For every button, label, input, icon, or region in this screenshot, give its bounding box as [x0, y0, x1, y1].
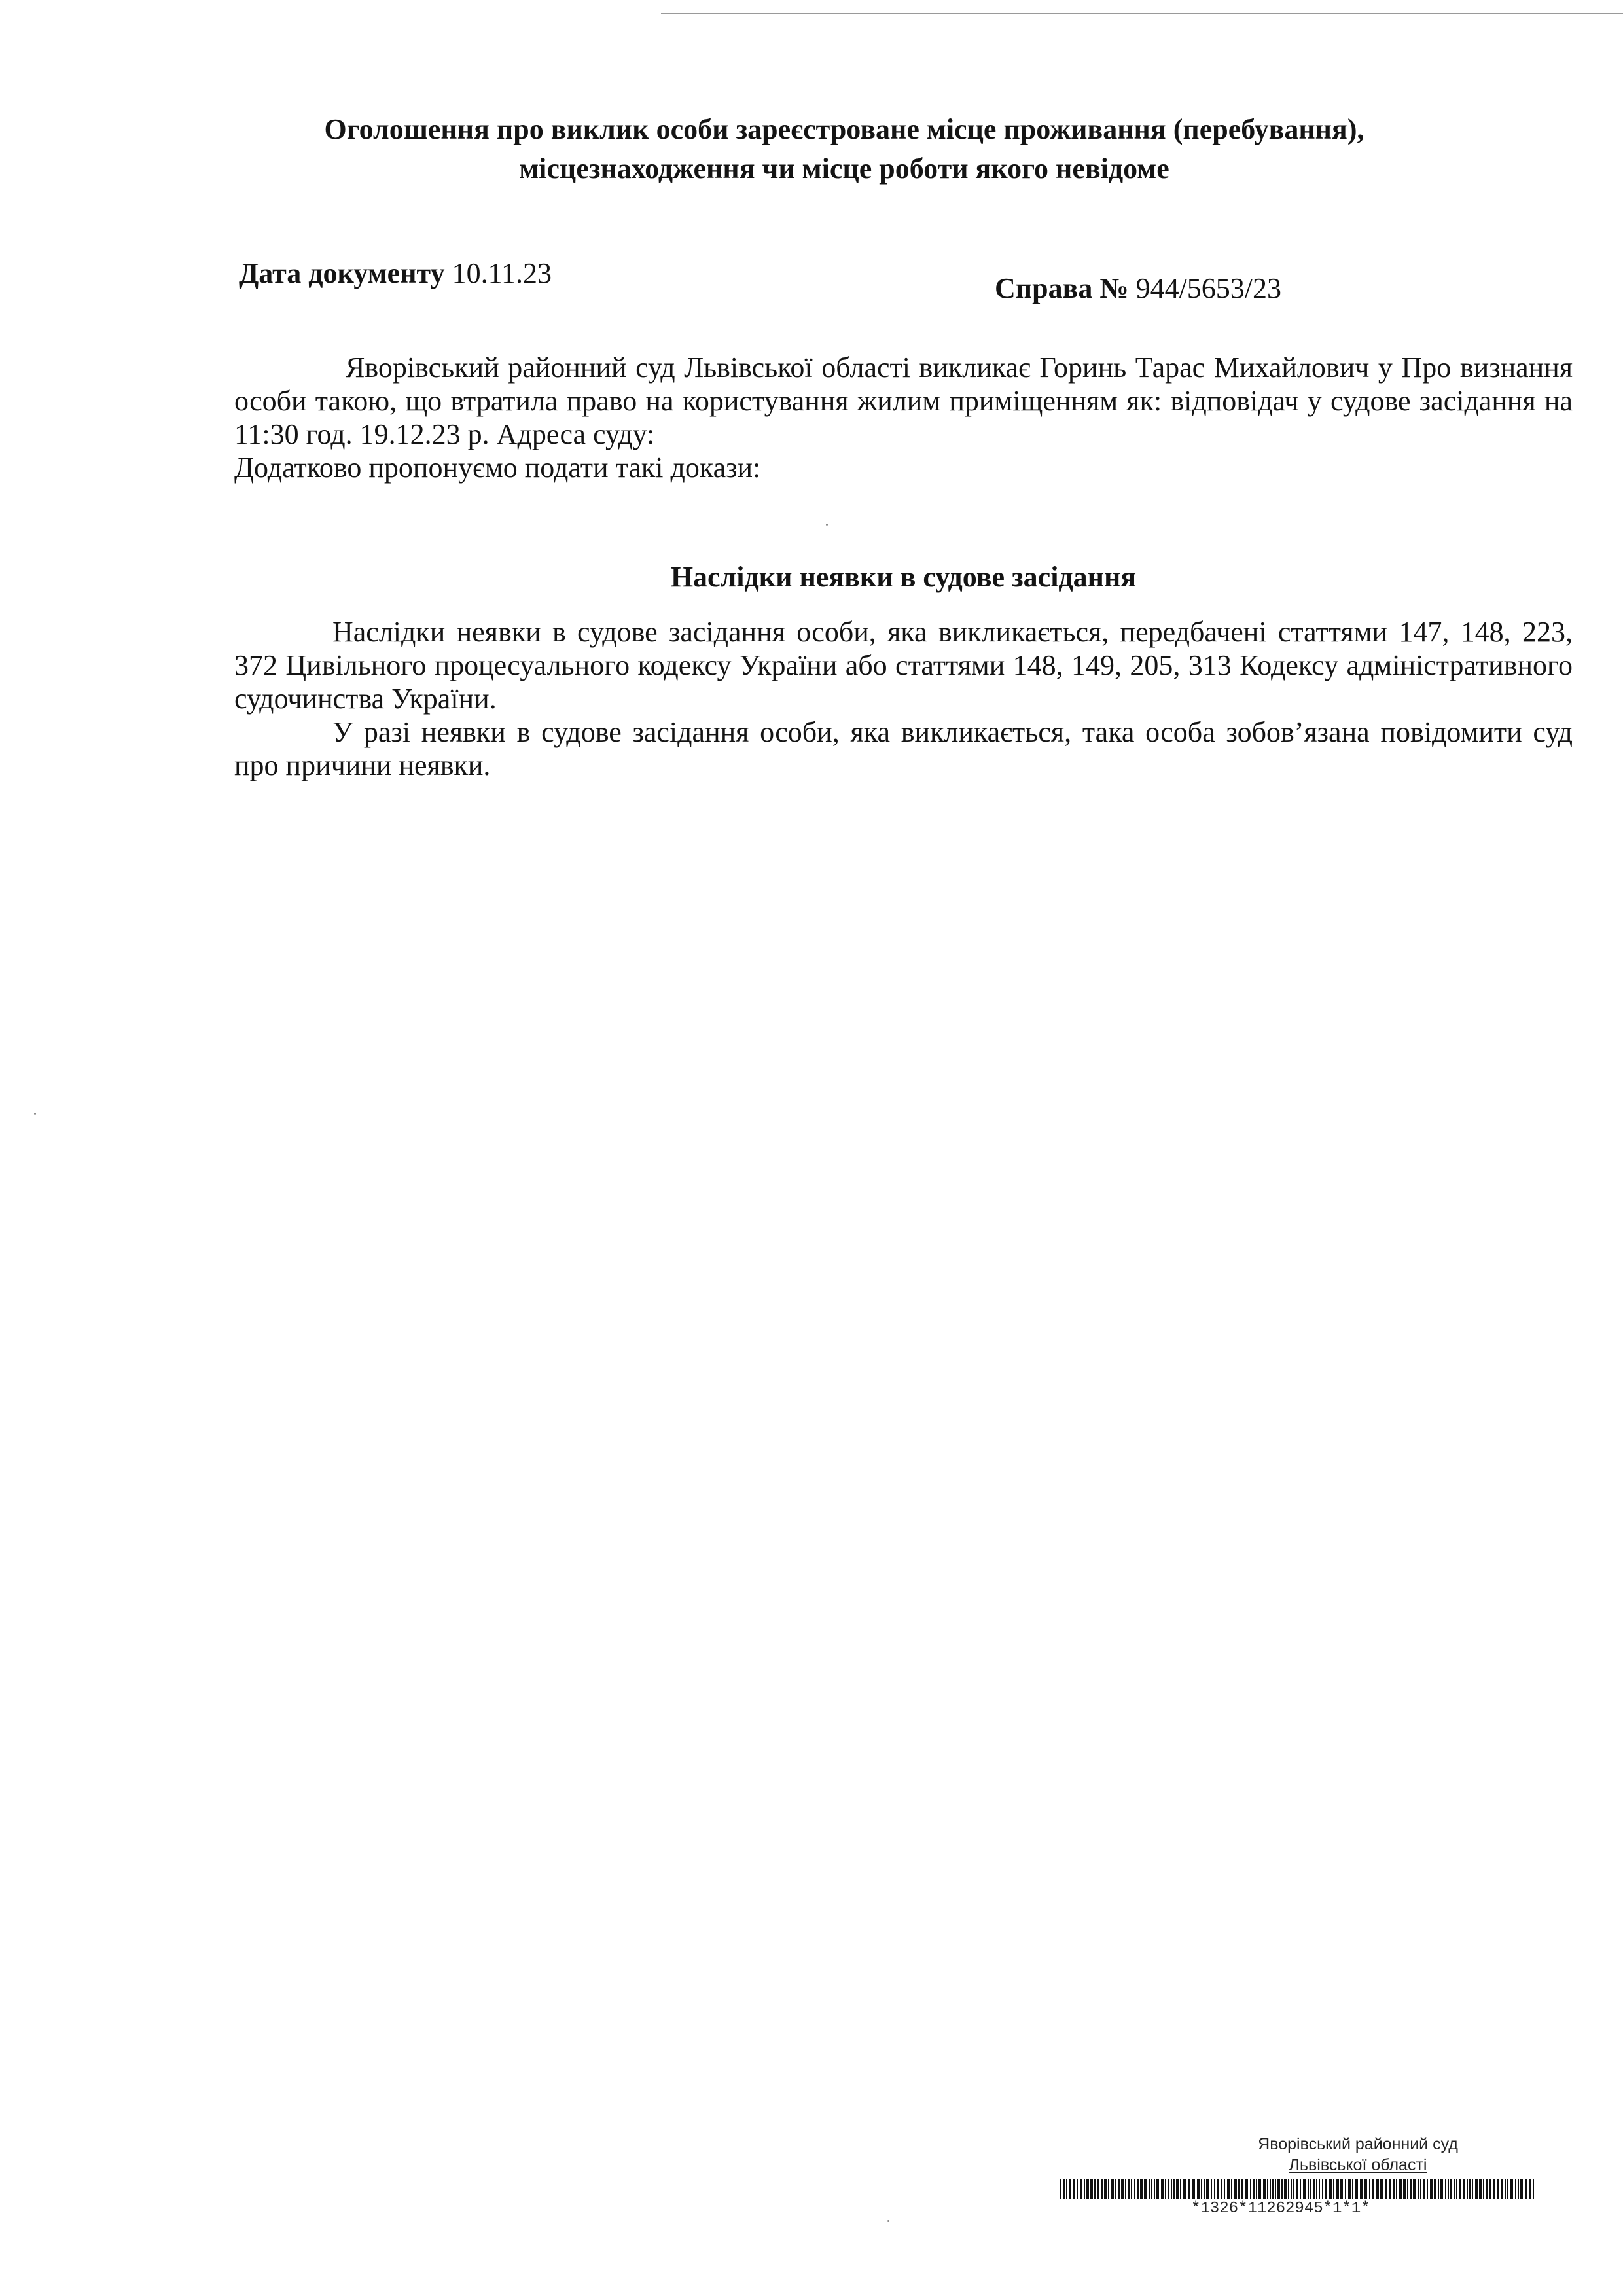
barcode-bar [1097, 2179, 1099, 2199]
scan-speck [826, 524, 828, 526]
barcode-bar [1497, 2179, 1499, 2199]
barcode-bar [1340, 2179, 1343, 2199]
barcode-bar [1505, 2179, 1506, 2199]
barcode-bar [1450, 2179, 1452, 2199]
barcode-bar [1380, 2179, 1383, 2199]
barcode-bar [1267, 2179, 1268, 2199]
barcode-bar [1094, 2179, 1096, 2199]
barcode-bar [1277, 2179, 1280, 2199]
barcode-bar [1144, 2179, 1147, 2199]
barcode-bar [1188, 2179, 1190, 2199]
barcode-text: *1326*11262945*1*1* [1191, 2200, 1370, 2217]
barcode-bar [1313, 2179, 1315, 2199]
barcode-bar [1333, 2179, 1334, 2199]
barcode-bar [1066, 2179, 1067, 2199]
barcode-bar [1507, 2179, 1508, 2199]
barcode-bar [1427, 2179, 1428, 2199]
barcode-bar [1454, 2179, 1455, 2199]
stamp-region: Львівської області [1289, 2156, 1427, 2174]
date-value: 10.11.23 [452, 257, 552, 289]
barcode-bar [1345, 2179, 1346, 2199]
barcode-bar [1325, 2179, 1327, 2199]
barcode-bar [1322, 2179, 1323, 2199]
barcode-bar [1284, 2179, 1287, 2199]
barcode-bar [1423, 2179, 1425, 2199]
barcode-bar [1486, 2179, 1488, 2199]
barcode-bar [1479, 2179, 1482, 2199]
barcode-bar [1241, 2179, 1243, 2199]
document-title [196, 110, 1492, 188]
barcode-bar [1533, 2179, 1534, 2199]
court-barcode-stamp [1047, 2134, 1564, 2219]
barcode-bar [1256, 2179, 1257, 2199]
barcode-bar [1489, 2179, 1491, 2199]
title-line-2: місцезнаходження чи місце роботи якого невідоме [519, 152, 1169, 185]
barcode-bar [1369, 2179, 1370, 2199]
title-line-1: Оголошення про виклик особи зареєстроване місце проживання (перебування), [324, 113, 1364, 145]
barcode-bar [1410, 2179, 1412, 2199]
barcode [1060, 2179, 1538, 2199]
barcode-bar [1217, 2179, 1219, 2199]
barcode-bar [1201, 2179, 1202, 2199]
barcode-bar [1149, 2179, 1150, 2199]
barcode-bar [1258, 2179, 1261, 2199]
consequences-body [234, 615, 1573, 782]
barcode-bar [1308, 2179, 1309, 2199]
barcode-bar [1192, 2179, 1195, 2199]
barcode-bar [1069, 2179, 1071, 2199]
barcode-bar [1420, 2179, 1421, 2199]
barcode-bar [1197, 2179, 1200, 2199]
barcode-bar [1084, 2179, 1085, 2199]
barcode-bar [1238, 2179, 1240, 2199]
barcode-bar [1161, 2179, 1164, 2199]
barcode-bar [1168, 2179, 1169, 2199]
barcode-bar [1245, 2179, 1248, 2199]
barcode-bar [1376, 2179, 1379, 2199]
barcode-bar [1475, 2179, 1478, 2199]
barcode-bar [1137, 2179, 1139, 2199]
barcode-bar [1227, 2179, 1230, 2199]
case-value: 944/5653/23 [1135, 272, 1282, 304]
barcode-bar [1111, 2179, 1114, 2199]
barcode-bar [1231, 2179, 1232, 2199]
barcode-bar [1518, 2179, 1519, 2199]
barcode-bar [1348, 2179, 1351, 2199]
barcode-bar [1293, 2179, 1294, 2199]
barcode-bar [1529, 2179, 1531, 2199]
barcode-bar [1090, 2179, 1093, 2199]
barcode-bar [1438, 2179, 1439, 2199]
barcode-bar [1151, 2179, 1152, 2199]
barcode-bar [1501, 2179, 1503, 2199]
barcode-bar [1121, 2179, 1124, 2199]
scan-edge-line [661, 13, 1623, 14]
case-label: Справа № [995, 272, 1129, 304]
scan-speck [34, 1113, 36, 1115]
barcode-bar [1063, 2179, 1065, 2199]
barcode-bar [1086, 2179, 1089, 2199]
barcode-bar [1403, 2179, 1406, 2199]
barcode-bar [1272, 2179, 1274, 2199]
barcode-bar [1131, 2179, 1132, 2199]
barcode-bar [1303, 2179, 1306, 2199]
barcode-bar [1510, 2179, 1513, 2199]
barcode-bar [1445, 2179, 1446, 2199]
barcode-bar [1154, 2179, 1155, 2199]
barcode-bar [1520, 2179, 1523, 2199]
barcode-bar [1060, 2179, 1061, 2199]
barcode-bar [1396, 2179, 1397, 2199]
barcode-bar [1183, 2179, 1186, 2199]
barcode-bar [1300, 2179, 1301, 2199]
barcode-bar [1472, 2179, 1473, 2199]
barcode-bar [1234, 2179, 1237, 2199]
barcode-bar [1275, 2179, 1276, 2199]
barcode-bar [1456, 2179, 1457, 2199]
barcode-bar [1140, 2179, 1143, 2199]
barcode-bar [1364, 2179, 1367, 2199]
barcode-bar [1118, 2179, 1120, 2199]
barcode-bar [1128, 2179, 1130, 2199]
barcode-bar [1389, 2179, 1391, 2199]
summons-body [234, 351, 1573, 484]
barcode-bar [1483, 2179, 1484, 2199]
barcode-bar [1336, 2179, 1339, 2199]
barcode-bar [1448, 2179, 1449, 2199]
barcode-bar [1493, 2179, 1495, 2199]
barcode-bar [1467, 2179, 1468, 2199]
barcode-bar [1525, 2179, 1527, 2199]
barcode-bar [1176, 2179, 1179, 2199]
barcode-bar [1250, 2179, 1251, 2199]
barcode-bar [1288, 2179, 1289, 2199]
barcode-bar [1418, 2179, 1419, 2199]
barcode-bar [1073, 2179, 1075, 2199]
consequences-heading: Наслідки неявки в судове засідання [670, 561, 1137, 593]
barcode-bar [1204, 2179, 1205, 2199]
barcode-bar [1108, 2179, 1109, 2199]
barcode-bar [1156, 2179, 1159, 2199]
barcode-bar [1224, 2179, 1225, 2199]
barcode-bar [1125, 2179, 1126, 2199]
barcode-bar [1211, 2179, 1212, 2199]
barcode-bar [1413, 2179, 1416, 2199]
barcode-bar [1101, 2179, 1103, 2199]
barcode-bar [1263, 2179, 1266, 2199]
document-date [239, 257, 552, 290]
barcode-bar [1077, 2179, 1078, 2199]
barcode-bar [1393, 2179, 1395, 2199]
barcode-bar [1173, 2179, 1175, 2199]
barcode-bar [1355, 2179, 1358, 2199]
barcode-bar [1281, 2179, 1283, 2199]
barcode-bar [1296, 2179, 1298, 2199]
stamp-court-name: Яворівський районний суд [1258, 2135, 1458, 2153]
barcode-bar [1372, 2179, 1374, 2199]
barcode-bar [1329, 2179, 1332, 2199]
barcode-bar [1352, 2179, 1353, 2199]
evidence-line: Додатково пропонуємо подати такі докази: [234, 452, 761, 484]
scan-speck [887, 2220, 889, 2222]
barcode-bar [1399, 2179, 1402, 2199]
barcode-bar [1221, 2179, 1222, 2199]
date-label: Дата документу [239, 257, 445, 289]
barcode-bar [1463, 2179, 1465, 2199]
barcode-bar [1469, 2179, 1471, 2199]
barcode-bar [1253, 2179, 1255, 2199]
barcode-bar [1430, 2179, 1433, 2199]
barcode-bar [1134, 2179, 1135, 2199]
barcode-bar [1434, 2179, 1436, 2199]
barcode-bar [1270, 2179, 1271, 2199]
summons-paragraph: Яворівський районний суд Львівської області викликає Горинь Тарас Михайлович у Про визнання особи такою, що втратила право на користування жилим приміщенням як: відповідач у судове засідання на 11:30 год. 19.12.23 р. Адреса суду: [234, 351, 1573, 450]
barcode-bar [1171, 2179, 1172, 2199]
barcode-bar [1316, 2179, 1317, 2199]
barcode-bar [1440, 2179, 1443, 2199]
barcode-bar [1407, 2179, 1408, 2199]
barcode-bar [1360, 2179, 1363, 2199]
barcode-bar [1214, 2179, 1215, 2199]
barcode-bar [1319, 2179, 1320, 2199]
barcode-bar [1310, 2179, 1311, 2199]
consequences-paragraph-2: У разі неявки в судове засідання особи, яка викликається, така особа зобов’язана повідомити суд про причини неявки. [234, 716, 1573, 781]
barcode-bar [1104, 2179, 1107, 2199]
barcode-bar [1206, 2179, 1209, 2199]
case-number [995, 272, 1281, 305]
barcode-bar [1165, 2179, 1166, 2199]
barcode-bar [1291, 2179, 1292, 2199]
barcode-bar [1180, 2179, 1181, 2199]
barcode-bar [1115, 2179, 1116, 2199]
consequences-paragraph-1: Наслідки неявки в судове засідання особи, яка викликається, передбачені статтями 147, 148, 223, 372 Цивільного процесуального кодексу України або статтями 148, 149, 205, 313 Кодексу адміністративного судочинства України. [234, 616, 1573, 715]
barcode-bar [1080, 2179, 1082, 2199]
barcode-bar [1385, 2179, 1387, 2199]
barcode-bar [1459, 2179, 1461, 2199]
barcode-bar [1515, 2179, 1516, 2199]
